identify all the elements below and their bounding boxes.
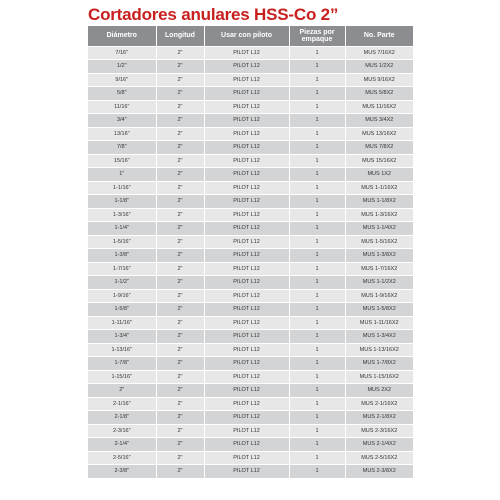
table-row	[88, 114, 413, 128]
cell-diametro: 2-1/16"	[88, 397, 156, 411]
cell-piloto: PILOT L12	[204, 100, 289, 114]
cell-longitud: 2"	[156, 397, 204, 411]
table-row	[88, 330, 413, 344]
cell-piloto: PILOT L12	[204, 114, 289, 128]
cell-longitud: 2"	[156, 235, 204, 249]
cell-diametro: 11/16"	[88, 100, 156, 114]
cell-no-parte: MUS 1-3/16X2	[345, 208, 413, 222]
cell-longitud: 2"	[156, 465, 204, 479]
cell-longitud: 2"	[156, 127, 204, 141]
header-diametro: Diámetro	[88, 26, 156, 46]
cell-longitud: 2"	[156, 46, 204, 60]
table-row	[88, 384, 413, 398]
cell-diametro: 7/16"	[88, 46, 156, 60]
cell-piezas: 1	[289, 208, 345, 222]
cell-longitud: 2"	[156, 289, 204, 303]
cell-longitud: 2"	[156, 87, 204, 101]
cell-diametro: 1-1/4"	[88, 222, 156, 236]
cell-piezas: 1	[289, 276, 345, 290]
cell-diametro: 15/16"	[88, 154, 156, 168]
cell-no-parte: MUS 1-15/16X2	[345, 370, 413, 384]
cell-no-parte: MUS 1-9/16X2	[345, 289, 413, 303]
table-row	[88, 168, 413, 182]
cell-no-parte: MUS 1-5/8X2	[345, 303, 413, 317]
cell-diametro: 1-3/8"	[88, 249, 156, 263]
cell-diametro: 3/4"	[88, 114, 156, 128]
cell-diametro: 1-13/16"	[88, 343, 156, 357]
cell-no-parte: MUS 1-5/16X2	[345, 235, 413, 249]
table-row	[88, 438, 413, 452]
cell-piezas: 1	[289, 262, 345, 276]
table-row	[88, 208, 413, 222]
cell-longitud: 2"	[156, 424, 204, 438]
cell-piezas: 1	[289, 438, 345, 452]
cell-piezas: 1	[289, 316, 345, 330]
cell-piezas: 1	[289, 141, 345, 155]
cell-diametro: 1-1/2"	[88, 276, 156, 290]
cell-piezas: 1	[289, 181, 345, 195]
table-row	[88, 154, 413, 168]
cell-piezas: 1	[289, 46, 345, 60]
cell-diametro: 13/16"	[88, 127, 156, 141]
table-row	[88, 195, 413, 209]
cell-piloto: PILOT L12	[204, 181, 289, 195]
cell-no-parte: MUS 2-1/8X2	[345, 411, 413, 425]
table-row	[88, 141, 413, 155]
cell-diametro: 2-1/8"	[88, 411, 156, 425]
table-row	[88, 397, 413, 411]
table-row	[88, 60, 413, 74]
cell-piezas: 1	[289, 235, 345, 249]
cell-longitud: 2"	[156, 276, 204, 290]
cell-no-parte: MUS 2X2	[345, 384, 413, 398]
cell-piloto: PILOT L12	[204, 222, 289, 236]
cell-no-parte: MUS 1-7/16X2	[345, 262, 413, 276]
cell-no-parte: MUS 1-1/2X2	[345, 276, 413, 290]
cell-diametro: 1-15/16"	[88, 370, 156, 384]
cell-longitud: 2"	[156, 343, 204, 357]
cell-piloto: PILOT L12	[204, 235, 289, 249]
cell-piezas: 1	[289, 370, 345, 384]
cell-no-parte: MUS 2-3/16X2	[345, 424, 413, 438]
cell-longitud: 2"	[156, 384, 204, 398]
cell-piezas: 1	[289, 289, 345, 303]
cell-diametro: 7/8"	[88, 141, 156, 155]
cell-diametro: 1-3/4"	[88, 330, 156, 344]
cell-no-parte: MUS 7/8X2	[345, 141, 413, 155]
cell-piezas: 1	[289, 330, 345, 344]
cell-piezas: 1	[289, 114, 345, 128]
cell-piezas: 1	[289, 411, 345, 425]
cell-piloto: PILOT L12	[204, 343, 289, 357]
table-row	[88, 465, 413, 479]
cell-no-parte: MUS 1-13/16X2	[345, 343, 413, 357]
table-row	[88, 46, 413, 60]
cell-diametro: 2-3/16"	[88, 424, 156, 438]
cell-piezas: 1	[289, 303, 345, 317]
cell-no-parte: MUS 2-3/8X2	[345, 465, 413, 479]
cell-longitud: 2"	[156, 181, 204, 195]
table-row	[88, 249, 413, 263]
cell-piloto: PILOT L12	[204, 411, 289, 425]
header-no-parte: No. Parte	[345, 26, 413, 46]
cell-longitud: 2"	[156, 141, 204, 155]
cell-piezas: 1	[289, 87, 345, 101]
cell-diametro: 2"	[88, 384, 156, 398]
cell-no-parte: MUS 1-11/16X2	[345, 316, 413, 330]
cell-piloto: PILOT L12	[204, 262, 289, 276]
cell-piloto: PILOT L12	[204, 357, 289, 371]
cell-no-parte: MUS 1/2X2	[345, 60, 413, 74]
cell-piloto: PILOT L12	[204, 276, 289, 290]
table-row	[88, 411, 413, 425]
cell-longitud: 2"	[156, 114, 204, 128]
header-row	[88, 26, 413, 46]
cell-piloto: PILOT L12	[204, 289, 289, 303]
cell-diametro: 5/8"	[88, 87, 156, 101]
cell-no-parte: MUS 2-1/16X2	[345, 397, 413, 411]
cell-piezas: 1	[289, 384, 345, 398]
table-row	[88, 316, 413, 330]
table-row	[88, 127, 413, 141]
cell-piezas: 1	[289, 343, 345, 357]
cell-piezas: 1	[289, 465, 345, 479]
spec-table	[88, 26, 413, 479]
cell-piloto: PILOT L12	[204, 46, 289, 60]
cell-diametro: 1-9/16"	[88, 289, 156, 303]
cell-piloto: PILOT L12	[204, 316, 289, 330]
table-row	[88, 289, 413, 303]
cell-longitud: 2"	[156, 262, 204, 276]
cell-no-parte: MUS 1-3/4X2	[345, 330, 413, 344]
table-row	[88, 87, 413, 101]
table-body	[88, 46, 413, 478]
cell-no-parte: MUS 1-1/8X2	[345, 195, 413, 209]
cell-piezas: 1	[289, 60, 345, 74]
cell-no-parte: MUS 1-3/8X2	[345, 249, 413, 263]
table-row	[88, 451, 413, 465]
cell-piezas: 1	[289, 100, 345, 114]
table-row	[88, 357, 413, 371]
cell-longitud: 2"	[156, 73, 204, 87]
table-row	[88, 343, 413, 357]
cell-piezas: 1	[289, 451, 345, 465]
cell-no-parte: MUS 1-1/16X2	[345, 181, 413, 195]
cell-piezas: 1	[289, 127, 345, 141]
cell-piloto: PILOT L12	[204, 195, 289, 209]
cell-longitud: 2"	[156, 249, 204, 263]
cell-no-parte: MUS 9/16X2	[345, 73, 413, 87]
cell-longitud: 2"	[156, 330, 204, 344]
cell-longitud: 2"	[156, 451, 204, 465]
cell-no-parte: MUS 15/16X2	[345, 154, 413, 168]
cell-piloto: PILOT L12	[204, 303, 289, 317]
cell-no-parte: MUS 1-1/4X2	[345, 222, 413, 236]
cell-longitud: 2"	[156, 168, 204, 182]
cell-diametro: 9/16"	[88, 73, 156, 87]
cell-no-parte: MUS 5/8X2	[345, 87, 413, 101]
cell-diametro: 1"	[88, 168, 156, 182]
cell-no-parte: MUS 3/4X2	[345, 114, 413, 128]
cell-piloto: PILOT L12	[204, 465, 289, 479]
header-piezas: Piezas por empaque	[289, 26, 345, 46]
cell-longitud: 2"	[156, 357, 204, 371]
cell-no-parte: MUS 11/16X2	[345, 100, 413, 114]
cell-no-parte: MUS 2-1/4X2	[345, 438, 413, 452]
cell-diametro: 1-1/8"	[88, 195, 156, 209]
header-piloto: Usar con piloto	[204, 26, 289, 46]
table-row	[88, 181, 413, 195]
cell-no-parte: MUS 1X2	[345, 168, 413, 182]
cell-longitud: 2"	[156, 100, 204, 114]
header-longitud: Longitud	[156, 26, 204, 46]
cell-piezas: 1	[289, 154, 345, 168]
cell-diametro: 2-3/8"	[88, 465, 156, 479]
cell-no-parte: MUS 7/16X2	[345, 46, 413, 60]
table-row	[88, 370, 413, 384]
cell-piezas: 1	[289, 357, 345, 371]
cell-diametro: 1-1/16"	[88, 181, 156, 195]
cell-diametro: 1-3/16"	[88, 208, 156, 222]
table-row	[88, 262, 413, 276]
cell-piezas: 1	[289, 222, 345, 236]
cell-diametro: 1-11/16"	[88, 316, 156, 330]
cell-piloto: PILOT L12	[204, 397, 289, 411]
cell-longitud: 2"	[156, 316, 204, 330]
cell-piloto: PILOT L12	[204, 424, 289, 438]
cell-diametro: 1/2"	[88, 60, 156, 74]
cell-longitud: 2"	[156, 154, 204, 168]
cell-piezas: 1	[289, 168, 345, 182]
cell-piezas: 1	[289, 195, 345, 209]
cell-piloto: PILOT L12	[204, 87, 289, 101]
cell-piloto: PILOT L12	[204, 330, 289, 344]
cell-piezas: 1	[289, 424, 345, 438]
cell-piloto: PILOT L12	[204, 438, 289, 452]
table-row	[88, 303, 413, 317]
cell-longitud: 2"	[156, 411, 204, 425]
cell-longitud: 2"	[156, 222, 204, 236]
cell-longitud: 2"	[156, 60, 204, 74]
table-header	[88, 26, 413, 46]
table-row	[88, 235, 413, 249]
cell-diametro: 1-5/8"	[88, 303, 156, 317]
cell-diametro: 1-7/16"	[88, 262, 156, 276]
cell-piloto: PILOT L12	[204, 60, 289, 74]
cell-piloto: PILOT L12	[204, 370, 289, 384]
cell-piloto: PILOT L12	[204, 141, 289, 155]
cell-longitud: 2"	[156, 195, 204, 209]
cell-diametro: 2-5/16"	[88, 451, 156, 465]
cell-piloto: PILOT L12	[204, 249, 289, 263]
cell-diametro: 1-5/16"	[88, 235, 156, 249]
cell-piloto: PILOT L12	[204, 208, 289, 222]
cell-longitud: 2"	[156, 370, 204, 384]
cell-piezas: 1	[289, 249, 345, 263]
table-row	[88, 100, 413, 114]
table-row	[88, 222, 413, 236]
cell-longitud: 2"	[156, 438, 204, 452]
cell-piezas: 1	[289, 73, 345, 87]
table-row	[88, 424, 413, 438]
cell-piloto: PILOT L12	[204, 451, 289, 465]
cell-piloto: PILOT L12	[204, 168, 289, 182]
page-title: Cortadores anulares HSS-Co 2”	[88, 5, 339, 24]
cell-piloto: PILOT L12	[204, 73, 289, 87]
cell-no-parte: MUS 2-5/16X2	[345, 451, 413, 465]
cell-no-parte: MUS 13/16X2	[345, 127, 413, 141]
table-row	[88, 276, 413, 290]
cell-piezas: 1	[289, 397, 345, 411]
cell-piloto: PILOT L12	[204, 154, 289, 168]
cell-diametro: 1-7/8"	[88, 357, 156, 371]
cell-longitud: 2"	[156, 303, 204, 317]
cell-no-parte: MUS 1-7/8X2	[345, 357, 413, 371]
cell-piloto: PILOT L12	[204, 127, 289, 141]
cell-longitud: 2"	[156, 208, 204, 222]
cell-piloto: PILOT L12	[204, 384, 289, 398]
cell-diametro: 2-1/4"	[88, 438, 156, 452]
table-row	[88, 73, 413, 87]
